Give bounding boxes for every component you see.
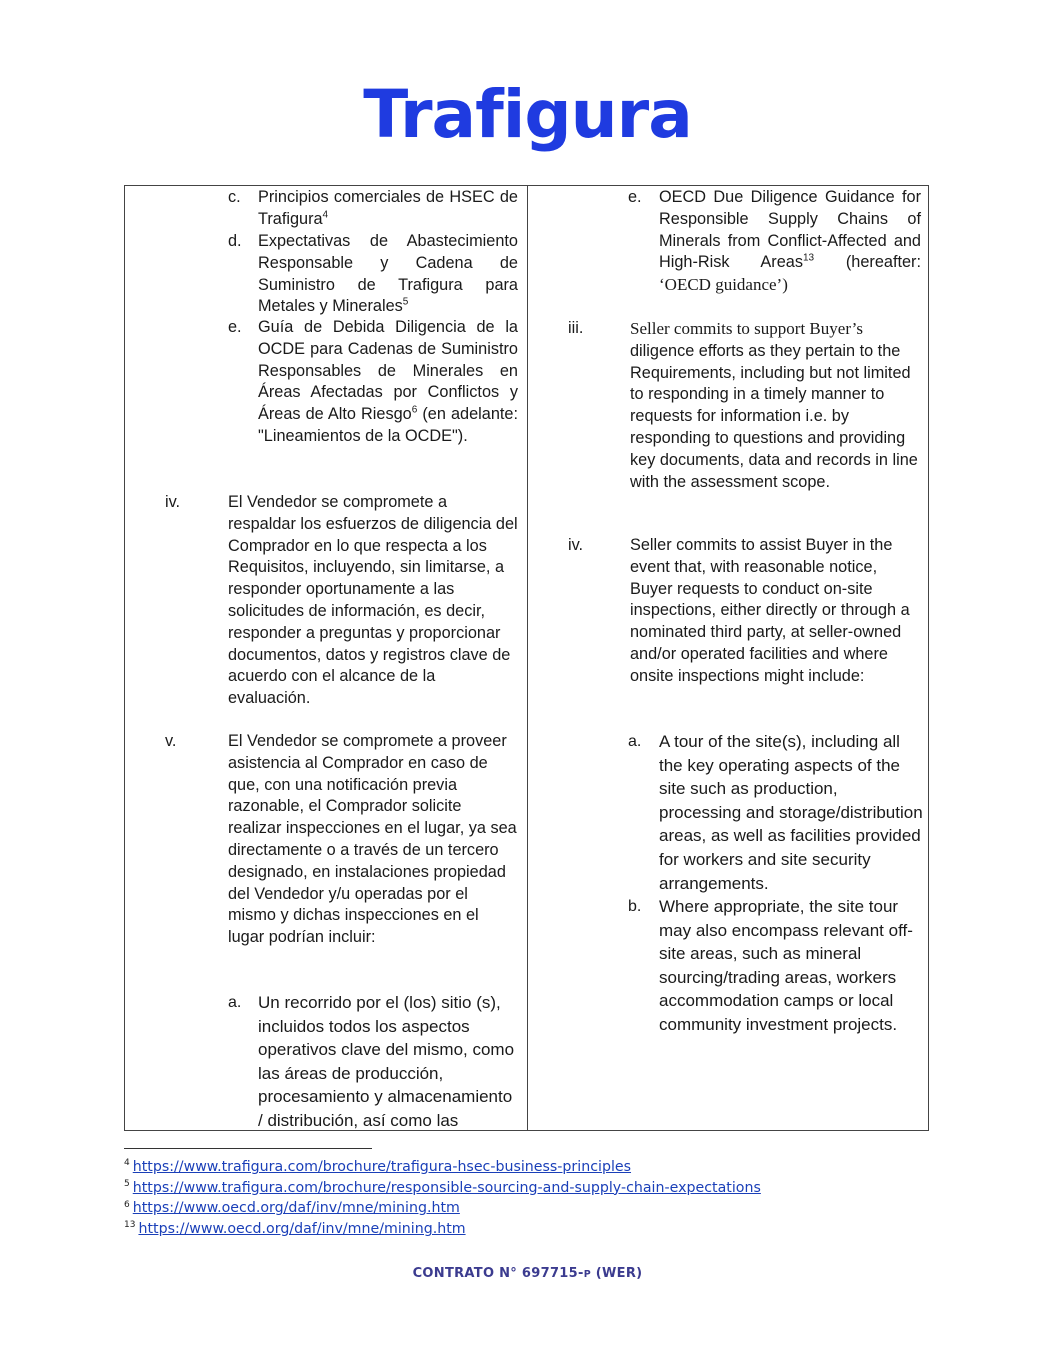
trafigura-logo: Trafigura bbox=[363, 76, 692, 153]
footnote-13: $^{13}$ https://www.oecd.org/daf/inv/mne/mining.htm bbox=[124, 1220, 466, 1238]
footnote-4: $^4$ https://www.trafigura.com/brochure/trafigura-hsec-business-principles bbox=[124, 1158, 632, 1175]
contract-number-footer: CONTRATO N° 697715-P (WER) bbox=[412, 1266, 643, 1281]
contract-clause-table bbox=[124, 185, 929, 1131]
footnote-6: $^6$ https://www.oecd.org/daf/inv/mne/mining.htm bbox=[124, 1199, 460, 1217]
footnote-link-4[interactable]: https://www.trafigura.com/brochure/trafigura-hsec-business-principles bbox=[132, 1159, 632, 1175]
footnote-separator bbox=[124, 1148, 372, 1149]
footnotes bbox=[124, 1157, 761, 1240]
footnote-link-6[interactable]: https://www.oecd.org/daf/inv/mne/mining.htm bbox=[132, 1200, 460, 1217]
english-column: e. OECD Due Diligence Guidance for Responsible Supply Chains of Minerals from Conflict-Affected and High-Risk Areas$^{13}$ (hereafter: ‘OECD guidance’) iii. Seller commits to support Buyer’s diligence efforts as they pertain to the Requirements, including but not limited to responding in a timely manner to requests for information i.e. by responding to questions and providing key documents, data and records in line with the assessment scope. iv. Seller commits to assist Buyer in the event that, with reasonable notice, Buyer requests to conduct on-site inspections, either directly or through a nominated third party, at seller-owned and/or operated facilities and where onsite inspections might include: a. A tour of the site(s), including all the key operating aspects of the site such as production, processing and storage/distribution areas, as well as facilities provided for workers and site security arrangements. b. Where appropriate, the site tour may also encompass relevant off-site areas, such as mineral sourcing/trading areas, workers accommodation camps or local community investment projects. bbox=[568, 188, 923, 1034]
footnote-link-5[interactable]: https://www.trafigura.com/brochure/responsible-sourcing-and-supply-chain-expectations bbox=[132, 1179, 761, 1196]
footnote-link-13[interactable]: https://www.oecd.org/daf/inv/mne/mining.htm bbox=[138, 1221, 466, 1238]
spanish-column: c. Principios comerciales de HSEC de Trafigura$^4$ d. Expectativas de Abastecimiento Responsable y Cadena de Suministro de Trafigura para Metales y Minerales$^5$ e. Guía de Debida Diligencia de la OCDE para Cadenas de Suministro Responsables de Minerales en Áreas Afectadas por Conflictos y Áreas de Alto Riesgo$^6$ (en adelante: "Lineamientos de la OCDE"). iv. El Vendedor se compromete a respaldar los esfuerzos de diligencia del Comprador en lo que respecta a los Requisitos, incluyendo, sin limitarse, a responder oportunamente a las solicitudes de información, es decir, responder a preguntas y proporcionar documentos, datos y registros clave de acuerdo con el alcance de la evaluación. v. El Vendedor se compromete a proveer asistencia al Comprador en caso de que, con una notificación previa razonable, el Comprador solicite realizar inspecciones en el lugar, ya sea directamente o a través de un tercero designado, en instalaciones propiedad del Vendedor y/u operadas por el mismo y dichas inspecciones en el lugar podrían incluir: a. Un recorrido por el (los) sitio (s), incluidos todos los aspectos operativos clave del mismo, como las áreas de producción, procesamiento y almacenamiento / distribución, así como las bbox=[165, 188, 518, 1130]
footnote-5: $^5$ https://www.trafigura.com/brochure/responsible-sourcing-and-supply-chain-expectations bbox=[124, 1178, 761, 1196]
